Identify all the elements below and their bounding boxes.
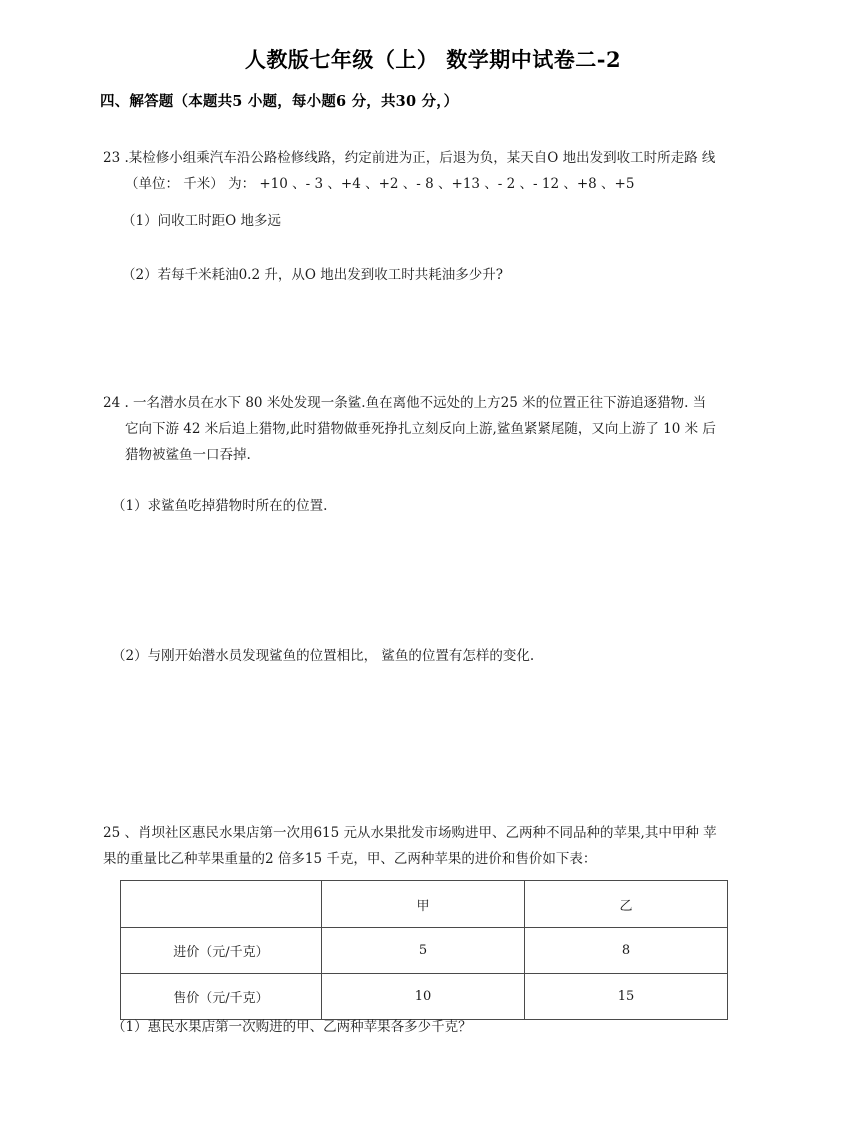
table-cell-price-yi: 15	[525, 974, 728, 1020]
table-cell-cost-jia: 5	[322, 928, 525, 974]
question-23-sub-1: （1）问收工时距O 地多远	[122, 213, 281, 229]
question-24	[103, 390, 813, 468]
question-24-sub-2: （2）与刚开始潜水员发现鲨鱼的位置相比， 鲨鱼的位置有怎样的变化.	[112, 648, 535, 664]
question-23	[103, 145, 803, 197]
table-row-label-cost: 进价（元/千克）	[121, 928, 322, 974]
table-header-blank	[121, 881, 322, 928]
table-header-row	[121, 881, 728, 928]
question-24-sub-1: （1）求鲨鱼吃掉猎物时所在的位置.	[112, 498, 328, 514]
question-24-line-2: 它向下游 42 米后追上猎物,此时猎物做垂死挣扎立刻反向上游,鲨鱼紧紧尾随，又向上游了 10 米 后	[125, 421, 716, 437]
question-25-sub-1: （1）惠民水果店第一次购进的甲、乙两种苹果各多少千克？	[112, 1019, 472, 1035]
table-row	[121, 928, 728, 974]
question-23-sub-2: （2）若每千米耗油0.2 升，从O 地出发到收工时共耗油多少升?	[122, 267, 503, 283]
question-25	[103, 820, 823, 872]
question-23-line-1: 23 .某检修小组乘汽车沿公路检修线路，约定前进为正，后退为负，某天自O 地出发到收工时所走路 线	[103, 150, 716, 166]
page-title: 人教版七年级（上） 数学期中试卷二-2	[244, 47, 622, 72]
question-24-line-1: 24 . 一名潜水员在水下 80 米处发现一条鲨.鱼在离他不远处的上方25 米的位置正往下游追逐猎物. 当	[103, 395, 707, 411]
question-25-line-2: 果的重量比乙种苹果重量的2 倍多15 千克，甲、乙两种苹果的进价和售价如下表：	[103, 851, 597, 867]
price-table	[120, 880, 728, 1020]
table-row-label-price: 售价（元/千克）	[121, 974, 322, 1020]
table-header-yi: 乙	[525, 881, 728, 928]
section-header: 四、解答题（本题共5 小题，每小题6 分，共30 分，）	[100, 93, 459, 110]
question-24-line-3: 猎物被鲨鱼一口吞掉.	[125, 447, 251, 463]
table-cell-cost-yi: 8	[525, 928, 728, 974]
table-header-jia: 甲	[322, 881, 525, 928]
table-cell-price-jia: 10	[322, 974, 525, 1020]
question-23-line-2: （单位： 千米） 为： +10 、- 3 、+4 、+2 、- 8 、+13 、- 2 、- 12 、+8 、+5	[125, 176, 635, 192]
question-25-line-1: 25 、肖坝社区惠民水果店第一次用615 元从水果批发市场购进甲、乙两种不同品种的苹果,其中甲种 苹	[103, 825, 717, 841]
table-row	[121, 974, 728, 1020]
